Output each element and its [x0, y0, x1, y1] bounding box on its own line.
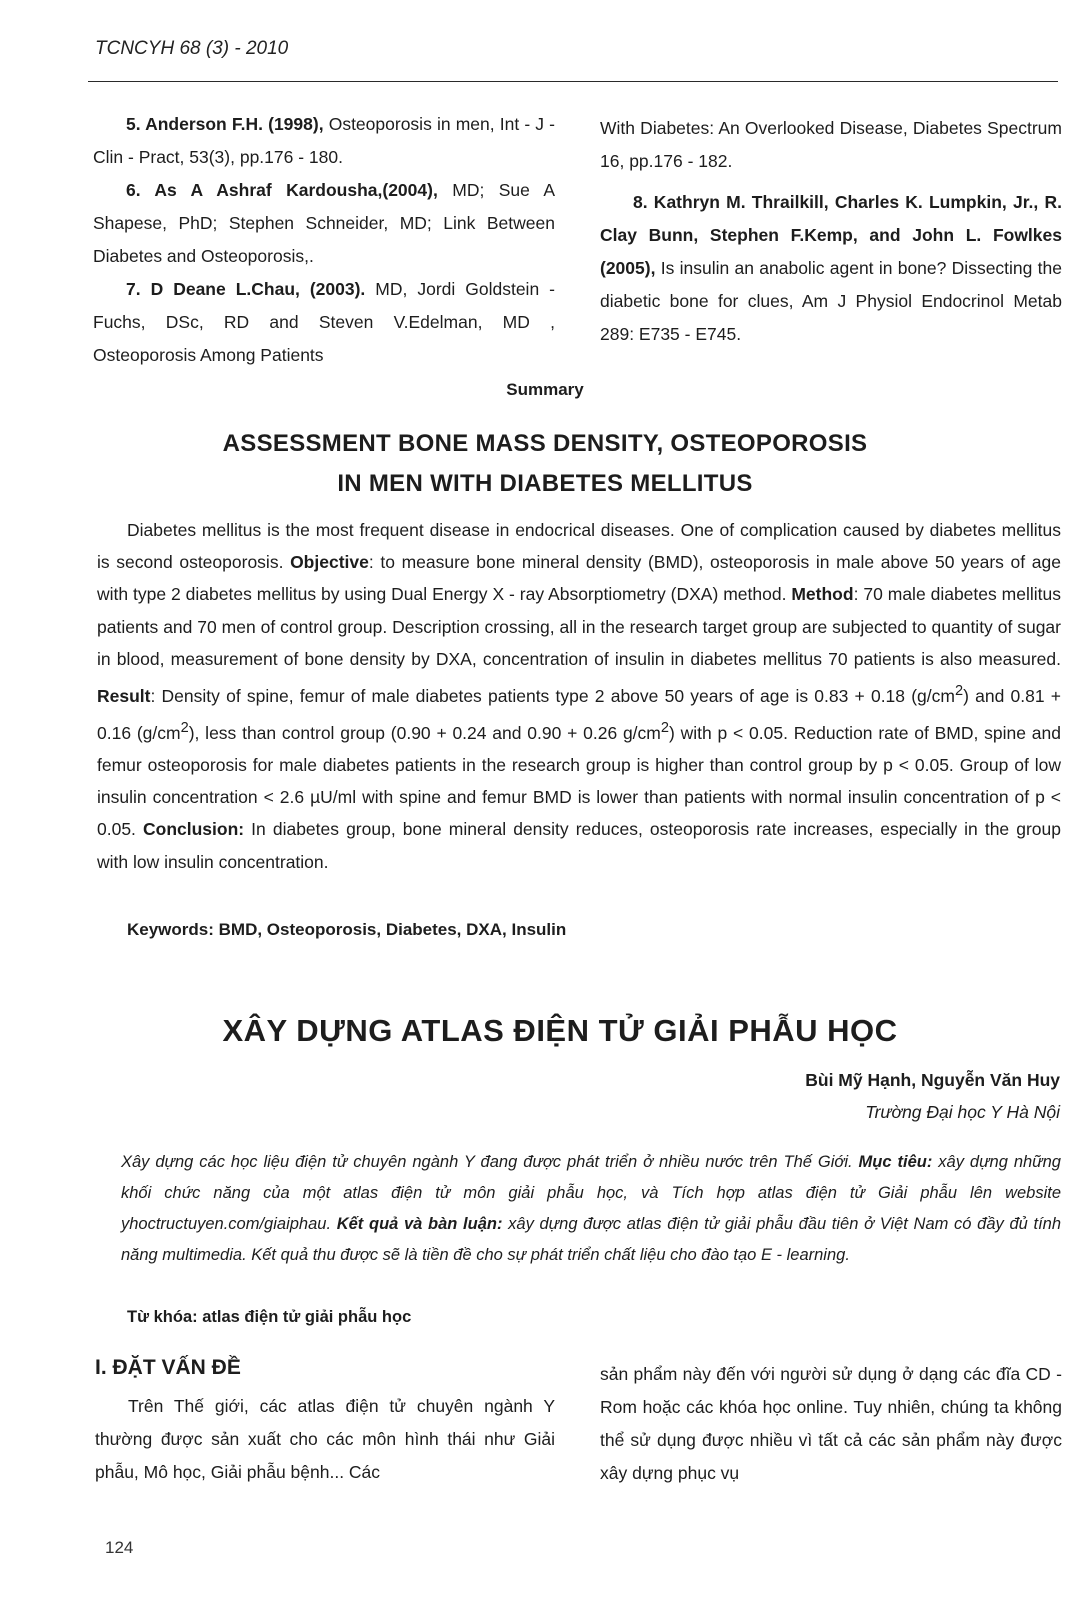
superscript: 2	[180, 720, 189, 737]
method-text: : 70 male diabetes mellitus patients and 70 men of control group. Description crossing, all in the research target group are subjected to quantity of sugar in blood, measurement of bone density by DXA, concentration of insulin in diabetes mellitus 70 patients is also measured.	[97, 584, 1061, 669]
result-label: Result	[97, 685, 151, 706]
vietnamese-keywords: Từ khóa: atlas điện tử giải phẫu học	[127, 1308, 412, 1326]
reference-8	[600, 186, 1062, 351]
objective-text: xây dựng những khối chức năng của một atlas điện tử môn giải phẫu học, và Tích hợp atlas điện tử Giải phẫu lên website yhoctructuyen.com/giaiphau.	[121, 1153, 1061, 1233]
reference-authors: 6. As A Ashraf Kardousha,(2004),	[126, 180, 438, 200]
reference-5	[93, 108, 555, 174]
body-text-right: sản phẩm này đến với người sử dụng ở dạng các đĩa CD - Rom hoặc các khóa học online. Tuy nhiên, chúng ta không thể sử dụng được nhiều vì tất cả các sản phẩm này được xây dựng phục vụ	[600, 1364, 1062, 1483]
reference-6	[93, 174, 555, 273]
result-text: ), less than control group (0.90 + 0.24 and 0.90 + 0.26 g/cm	[188, 722, 661, 743]
objective-label: Objective	[290, 552, 369, 573]
reference-text: MD, Jordi Goldstein - Fuchs, DSc, RD and Steven V.Edelman, MD , Osteoporosis Among Patients	[93, 279, 555, 365]
superscript: 2	[954, 683, 964, 700]
reference-authors: 5. Anderson F.H. (1998),	[126, 114, 324, 134]
objective-text: : to measure bone mineral density (BMD), osteoporosis in male above 50 years of age with type 2 diabetes mellitus by using Dual Energy X - ray Absorptiometry (DXA) method.	[97, 552, 1061, 605]
reference-text: MD; Sue A Shapese, PhD; Stephen Schneider, MD; Link Between Diabetes and Osteoporosis,.	[93, 180, 555, 266]
conclusion-text: In diabetes group, bone mineral density reduces, osteoporosis rate increases, especially in the group with low insulin concentration.	[97, 819, 1061, 872]
english-title-line-1: ASSESSMENT BONE MASS DENSITY, OSTEOPOROSIS	[222, 430, 868, 457]
page-number: 124	[105, 1538, 134, 1557]
reference-text: Is insulin an anabolic agent in bone? Dissecting the diabetic bone for clues, Am J Physiol Endocrinol Metab 289: E735 - E745.	[600, 258, 1062, 344]
result-text: ) with p < 0.05. Reduction rate of BMD, spine and femur osteoporosis for male diabetes patients in the research group is higher than control group by p < 0.05. Group of low insulin concentration < 2.6 µU/ml with spine and femur BMD is lower than patients with normal insulin concentration of p < 0.05.	[97, 722, 1061, 840]
english-keywords: Keywords: BMD, Osteoporosis, Diabetes, DXA, Insulin	[127, 920, 567, 939]
superscript: 2	[660, 720, 669, 737]
english-title-line-2: IN MEN WITH DIABETES MELLITUS	[337, 470, 753, 497]
english-title	[100, 424, 990, 504]
summary-label: Summary	[506, 380, 584, 399]
result-text: ) and 0.81 + 0.16 (g/cm	[97, 685, 1061, 743]
abstract-intro: Diabetes mellitus is the most frequent disease in endocrical diseases. One of complication caused by diabetes mellitus is second osteoporosis.	[97, 520, 1061, 573]
header-rule	[88, 81, 1058, 82]
reference-text: With Diabetes: An Overlooked Disease, Diabetes Spectrum 16, pp.176 - 182.	[600, 118, 1062, 171]
result-text: xây dựng được atlas điện tử giải phẫu đầu tiên ở Việt Nam có đầy đủ tính năng multimedia. Kết quả thu được sẽ là tiền đề cho sự phát triển chất liệu cho đào tạo E - learning.	[121, 1215, 1062, 1264]
reference-authors: 7. D Deane L.Chau, (2003).	[126, 279, 366, 299]
affiliation: Trường Đại học Y Hà Nội	[865, 1102, 1060, 1122]
references-left-column	[93, 108, 555, 372]
section-heading: I. ĐẶT VẤN ĐỀ	[95, 1356, 241, 1379]
running-head: TCNCYH 68 (3) - 2010	[95, 38, 289, 59]
body-text-left: Trên Thế giới, các atlas điện tử chuyên ngành Y thường được sản xuất cho các môn hình thái như Giải phẫu, Mô học, Giải phẫu bệnh... Các	[95, 1396, 555, 1482]
references-right-column	[600, 112, 1062, 351]
english-abstract	[97, 514, 1061, 878]
reference-7	[93, 273, 555, 372]
reference-7-continued	[600, 112, 1062, 178]
reference-authors: 8. Kathryn M. Thrailkill, Charles K. Lumpkin, Jr., R. Clay Bunn, Stephen F.Kemp, and John L. Fowlkes (2005),	[600, 192, 1062, 278]
authors: Bùi Mỹ Hạnh, Nguyễn Văn Huy	[805, 1070, 1060, 1090]
reference-text: Osteoporosis in men, Int - J - Clin - Pract, 53(3), pp.176 - 180.	[93, 114, 555, 167]
vietnamese-abstract	[121, 1147, 1061, 1271]
result-label: Kết quả và bàn luận:	[336, 1215, 503, 1233]
vietnamese-title: XÂY DỰNG ATLAS ĐIỆN TỬ GIẢI PHẪU HỌC	[222, 1013, 898, 1048]
objective-label: Mục tiêu:	[858, 1153, 933, 1171]
conclusion-label: Conclusion:	[143, 819, 245, 840]
method-label: Method	[791, 584, 854, 605]
abstract-intro: Xây dựng các học liệu điện tử chuyên ngành Y đang được phát triển ở nhiều nước trên Thế Giới.	[121, 1153, 859, 1171]
result-text: : Density of spine, femur of male diabetes patients type 2 above 50 years of age is 0.83 + 0.18 (g/cm	[150, 685, 955, 706]
